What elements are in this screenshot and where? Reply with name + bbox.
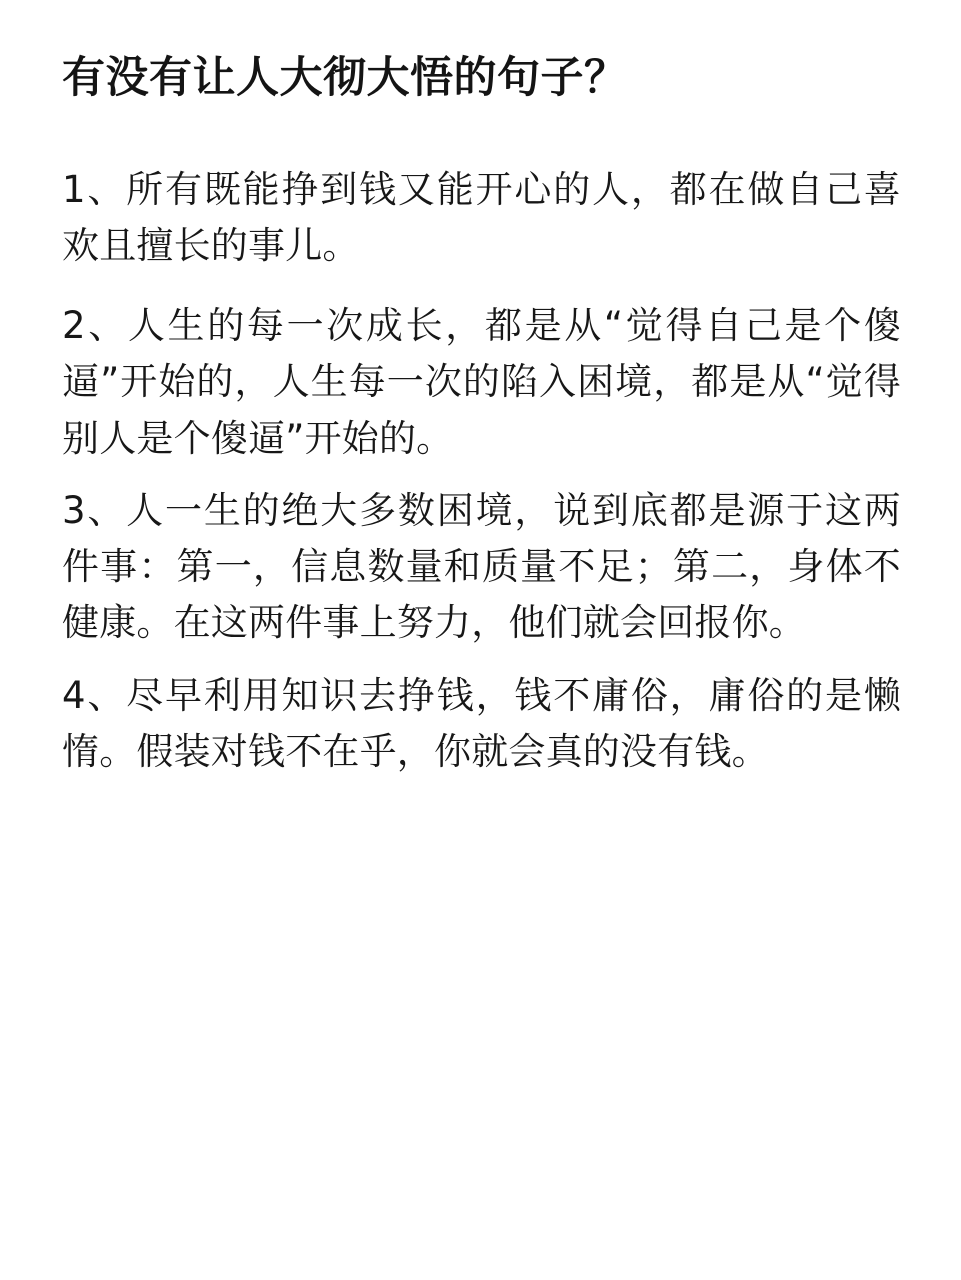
paragraph-2: 2、人生的每一次成长，都是从“觉得自己是个傻逼”开始的，人生每一次的陷入困境，都是从“觉得别人是个傻逼”开始的。 bbox=[62, 304, 901, 460]
page-title: 有没有让人大彻大悟的句子？ bbox=[62, 53, 628, 103]
paragraph-1: 1、所有既能挣到钱又能开心的人，都在做自己喜欢且擅长的事儿。 bbox=[62, 167, 901, 267]
paragraph-3: 3、人一生的绝大多数困境，说到底都是源于这两件事：第一，信息数量和质量不足；第二，身体不健康。在这两件事上努力，他们就会回报你。 bbox=[62, 488, 901, 645]
paragraph-4: 4、尽早利用知识去挣钱，钱不庸俗，庸俗的是懒惰。假装对钱不在乎，你就会真的没有钱。 bbox=[62, 673, 901, 773]
paragraph-list bbox=[62, 162, 901, 780]
